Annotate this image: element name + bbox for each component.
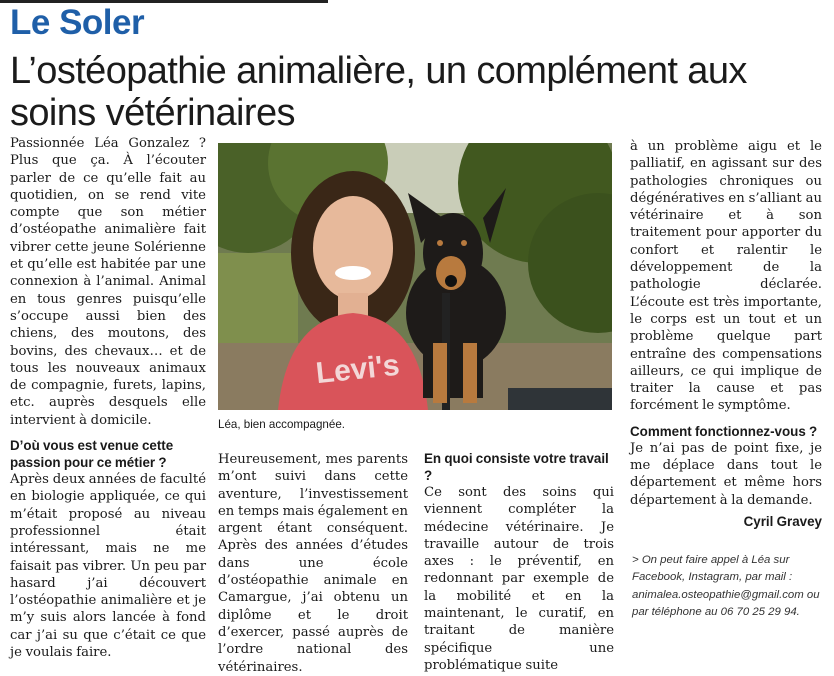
column-2 xyxy=(218,451,408,676)
question-1: D’où vous est venue cette passion pour ce métier ? xyxy=(10,438,174,471)
article-title: L’ostéopathie animalière, un complément aux soins vétérinaires xyxy=(10,50,747,134)
question-2: En quoi consiste votre travail ? xyxy=(424,451,609,483)
answer-3: Je n’ai pas de point fixe, je me déplace dans tout le département et même hors département à la demande. xyxy=(630,440,822,508)
answer-2-part-1: Ce sont des soins qui viennent compléter la médecine vétérinaire. Je travaille autour de trois axes : le préventif, en redonnant par exemple de la mobilité et en la maintenant, le curatif, en traitant de manière spécifique une problématique suite xyxy=(424,485,614,673)
answer-2-part-2: à un problème aigu et le palliatif, en agissant sur des pathologies chroniques ou dégénératives en s’alliant au vétérinaire et à son traitement pour apporter du confort et ralentir le développement de la pathologie déclarée. L’écoute est très importante, le corps est un tout et un problème quelque part entraîne des compensations ailleurs, ce qui implique de traiter la cause et pas forcément le symptôme. xyxy=(630,139,822,414)
question-3: Comment fonctionnez-vous ? xyxy=(630,423,818,439)
photo-illustration xyxy=(218,143,612,410)
author-signature: Cyril Gravey xyxy=(743,513,822,529)
column-4 xyxy=(630,138,822,530)
article-photo xyxy=(218,143,612,410)
section-label: Le Soler xyxy=(10,3,145,42)
answer-1-part-2: Heureusement, mes parents m’ont suivi dans cette aventure, l’investissement en temps mais également en argent étant conséquent. Après des années d’études dans une école d’ostéopathie animale en Camargue, j’ai obtenu un diplôme et le droit d’exercer, passé auprès de l’ordre national des vétérinaires. xyxy=(218,452,408,675)
answer-1-part-1: Après deux années de faculté en biologie appliquée, ce qui m’était proposé au niveau professionnel était intéressant, mais ne me faisait pas vibrer. Un peu par hasard j’ai découvert l’ostéopathie animalière et je m’y suis alors lancée à fond car j’ai su que c’était ce que je voulais faire. xyxy=(10,472,206,661)
intro-paragraph: Passionnée Léa Gonzalez ? Plus que ça. À l’écouter parler de ce qu’elle fait au quotidien, on se rend vite compte que son métier d’ostéopathe animalière fait vibrer cette jeune Solérienne et qu’elle est habitée par une connexion à l’animal. Animal en tous genres puisqu’elle s’occupe aussi bien des chiens, des moutons, des bovins, des chevaux… et de tous les nouveaux animaux de compagnie, furets, lapins, etc. auprès desquels elle intervient à domicile. xyxy=(10,136,206,428)
column-1 xyxy=(10,135,206,661)
contact-info: > On peut faire appel à Léa sur Facebook, Instagram, par mail : animalea.osteopathie@gmail.com ou par téléphone au 06 70 25 29 94. xyxy=(632,554,820,618)
shirt-logo: Levi's xyxy=(314,348,402,391)
photo-caption: Léa, bien accompagnée. xyxy=(218,418,345,431)
column-3 xyxy=(424,450,614,674)
